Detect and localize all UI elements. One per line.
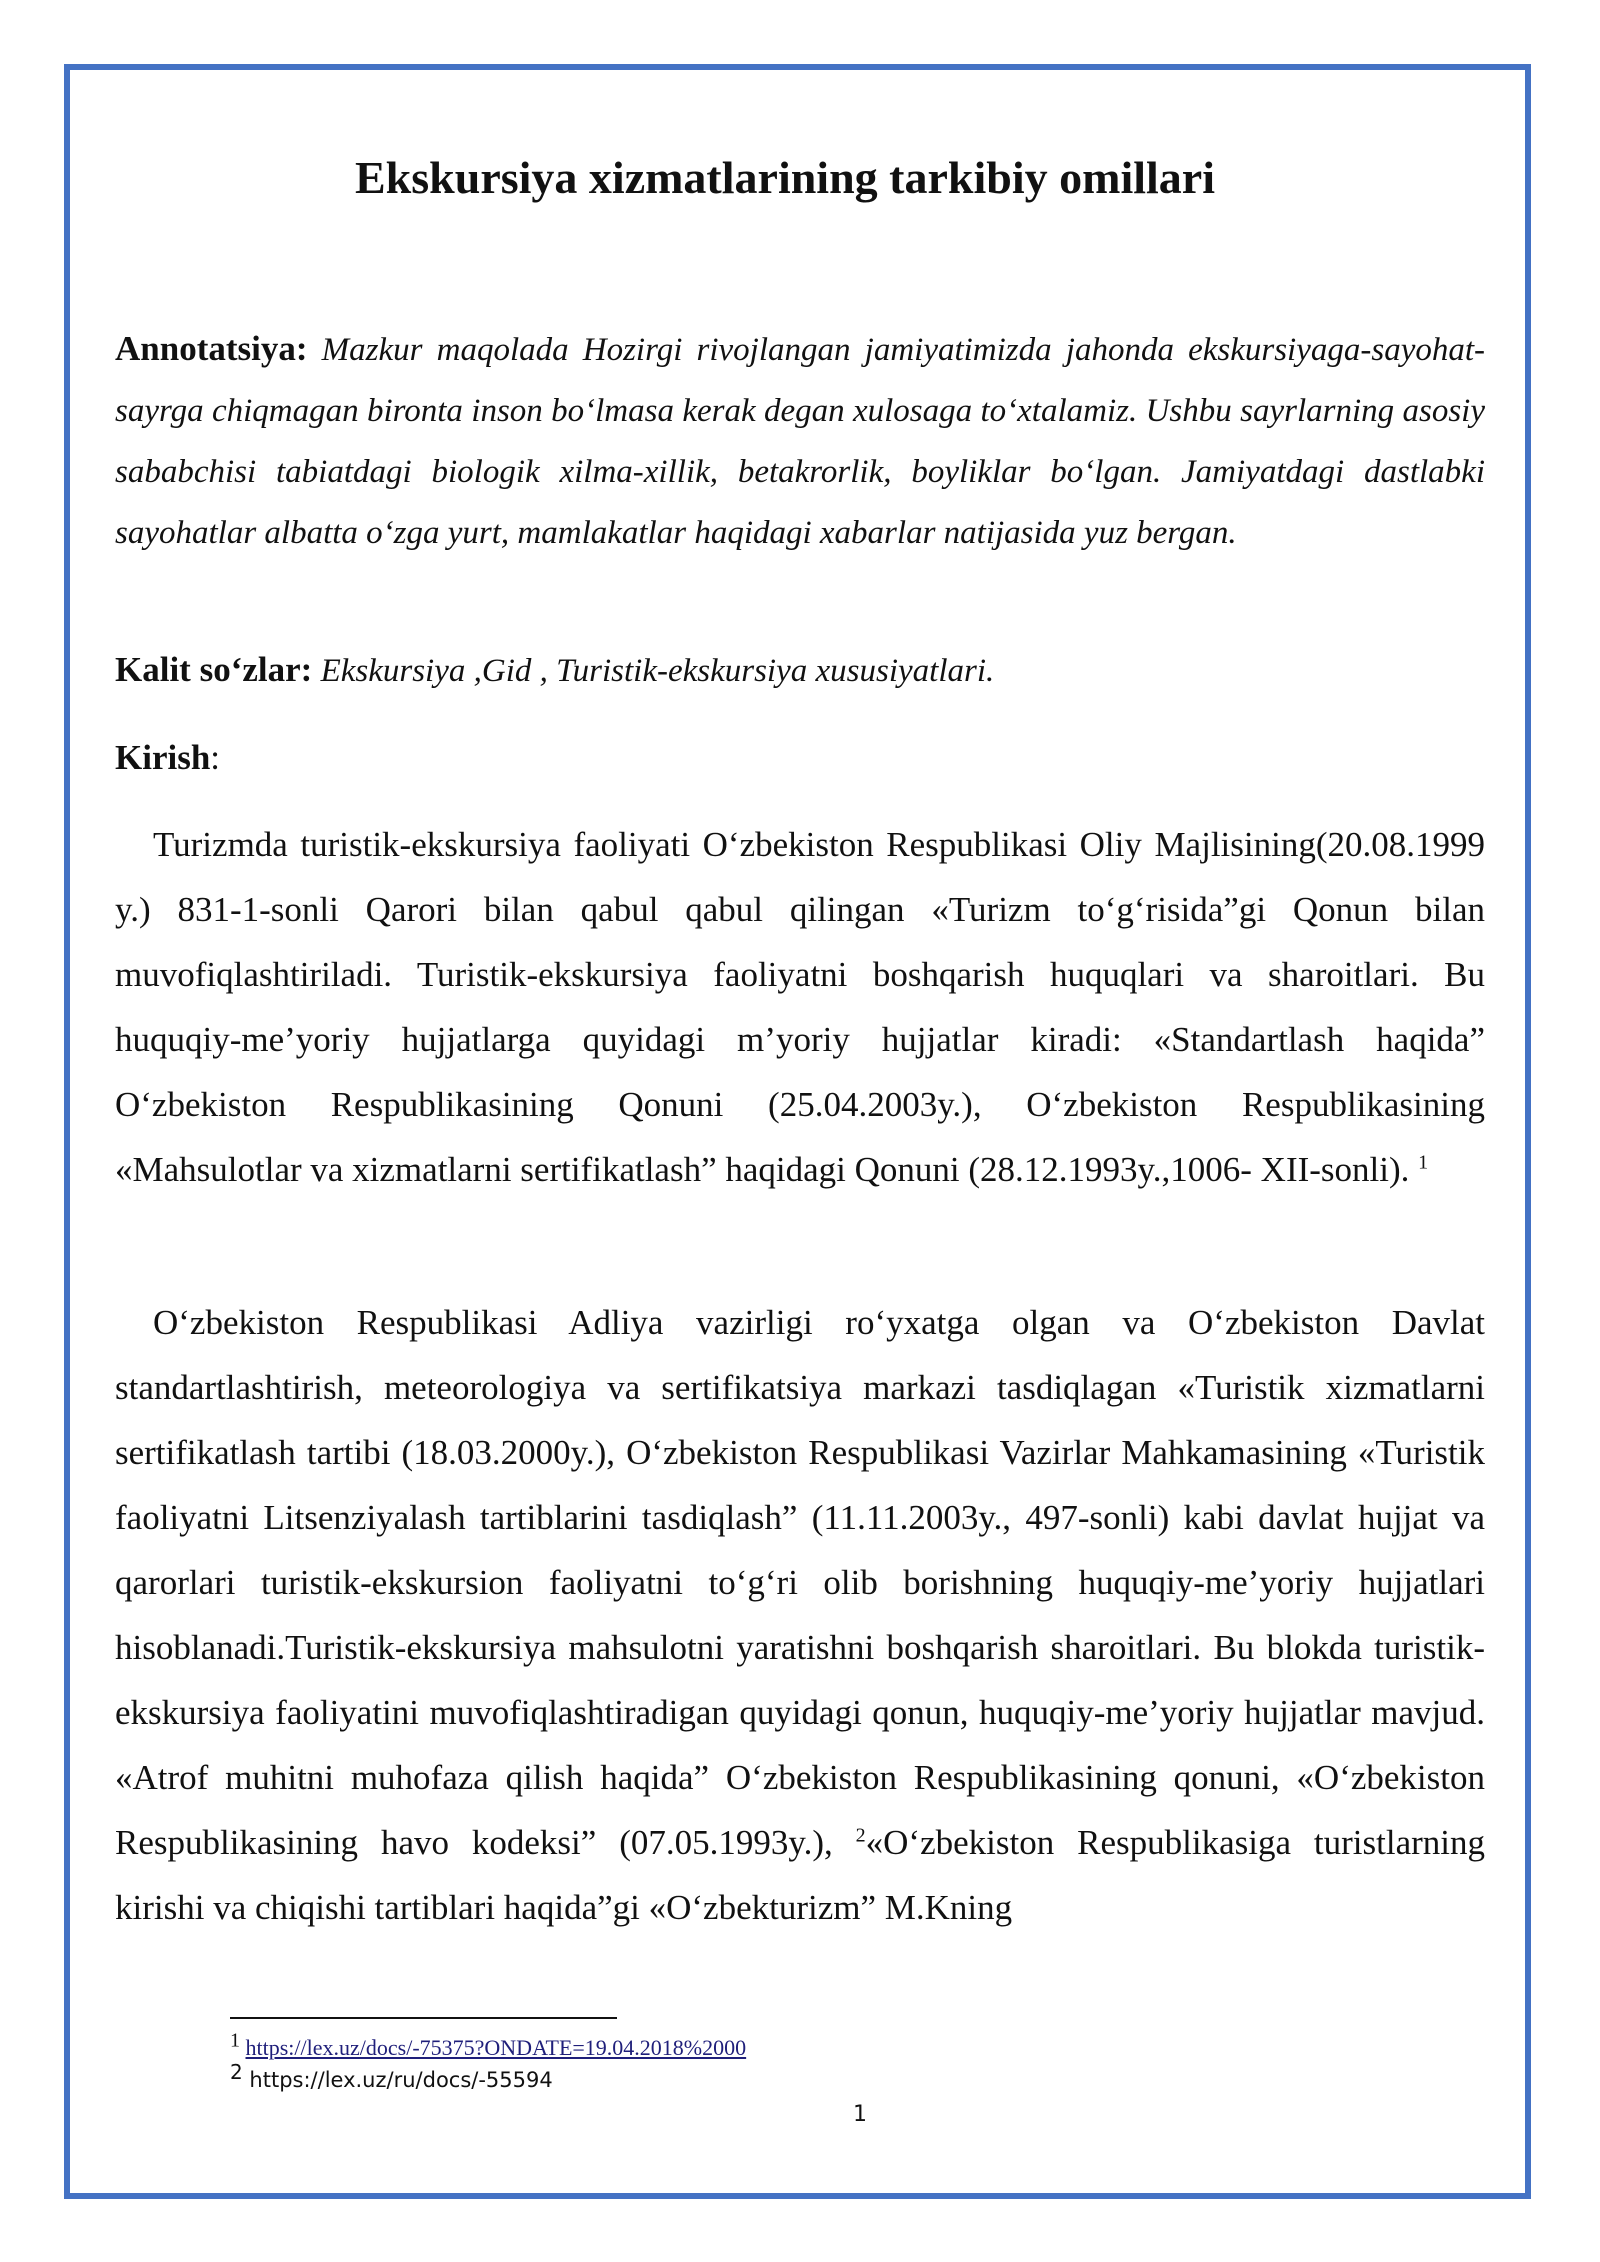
footnote-1	[230, 2029, 747, 2063]
keywords-label: Kalit so‘zlar:	[115, 650, 313, 689]
footnote-2-link[interactable]: https://lex.uz/ru/docs/-55594	[249, 2068, 553, 2092]
footnote-1-number: 1	[230, 2029, 240, 2052]
document-title: Ekskursiya xizmatlarining tarkibiy omillari	[354, 152, 1215, 203]
intro-colon: :	[210, 738, 221, 777]
footnote-2	[230, 2060, 553, 2095]
keywords-section	[115, 640, 1485, 701]
paragraph-1	[115, 812, 1485, 1202]
paragraph-2	[115, 1290, 1485, 1940]
footnote-separator	[230, 2017, 617, 2019]
page-number: 1	[853, 2102, 867, 2127]
footnote-2-number: 2	[230, 2060, 243, 2084]
footnote-ref-2[interactable]: 2	[855, 1824, 866, 1847]
paragraph-1-text: Turizmda turistik-ekskursiya faoliyati O‘zbekiston Respublikasi Oliy Majlisining(20.08.1999 y.) 831-1-sonli Qarori bilan qabul qabul qilingan «Turizm to‘g‘risida”gi Qonun bilan muvofiqlashtiriladi. Turistik-ekskursiya faoliyatni boshqarish huquqlari va sharoitlari. Bu huquqiy-me’yoriy hujjatlarga quyidagi m’yoriy hujjatlar kiradi: «Standartlash haqida” O‘zbekiston Respublikasining Qonuni (25.04.2003y.), O‘zbekiston Respublikasining «Mahsulotlar va xizmatlarni sertifikatlash” haqidagi Qonuni (28.12.1993y.,1006- XII-sonli).	[115, 825, 1485, 1189]
footnote-1-link[interactable]: https://lex.uz/docs/-75375?ONDATE=19.04.2018%2000	[245, 2035, 747, 2060]
abstract-section	[115, 318, 1485, 564]
intro-heading	[115, 728, 220, 788]
intro-label: Kirish	[115, 738, 211, 777]
abstract-text: Mazkur maqolada Hozirgi rivojlangan jamiyatimizda jahonda ekskursiyaga-sayohat-sayrga chiqmagan bironta inson bo‘lmasa kerak degan xulosaga to‘xtalamiz. Ushbu sayrlarning asosiy sababchisi tabiatdagi biologik xilma-xillik, betakrorlik, boyliklar bo‘lgan. Jamiyatdagi dastlabki sayohatlar albatta o‘zga yurt, mamlakatlar haqidagi xabarlar natijasida yuz bergan.	[115, 332, 1486, 551]
paragraph-2-text-before: O‘zbekiston Respublikasi Adliya vazirligi ro‘yxatga olgan va O‘zbekiston Davlat standartlashtirish, meteorologiya va sertifikatsiya markazi tasdiqlagan «Turistik xizmatlarni sertifikatlash tartibi (18.03.2000y.), O‘zbekiston Respublikasi Vazirlar Mahkamasining «Turistik faoliyatni Litsenziyalash tartiblarini tasdiqlash” (11.11.2003y., 497-sonli) kabi davlat hujjat va qarorlari turistik-ekskursion faoliyatni to‘g‘ri olib borishning huquqiy-me’yoriy hujjatlari hisoblanadi.Turistik-ekskursiya mahsulotni yaratishni boshqarish sharoitlari. Bu blokda turistik-ekskursiya faoliyatini muvofiqlashtiradigan quyidagi qonun, huquqiy-me’yoriy hujjatlar mavjud. «Atrof muhitni muhofaza qilish haqida” O‘zbekiston Respublikasining qonuni, «O‘zbekiston Respublikasining havo kodeksi” (07.05.1993y.),	[115, 1303, 1485, 1862]
footnote-ref-1[interactable]: 1	[1418, 1151, 1429, 1174]
abstract-label: Annotatsiya:	[115, 329, 308, 368]
keywords-text: Ekskursiya ,Gid , Turistik-ekskursiya xususiyatlari.	[320, 653, 995, 689]
paragraph-2-text-after: «O‘zbekiston Respublikasiga turistlarning kirishi va chiqishi tartiblari haqida”gi «O‘zbekturizm” M.Kning	[115, 1823, 1485, 1927]
